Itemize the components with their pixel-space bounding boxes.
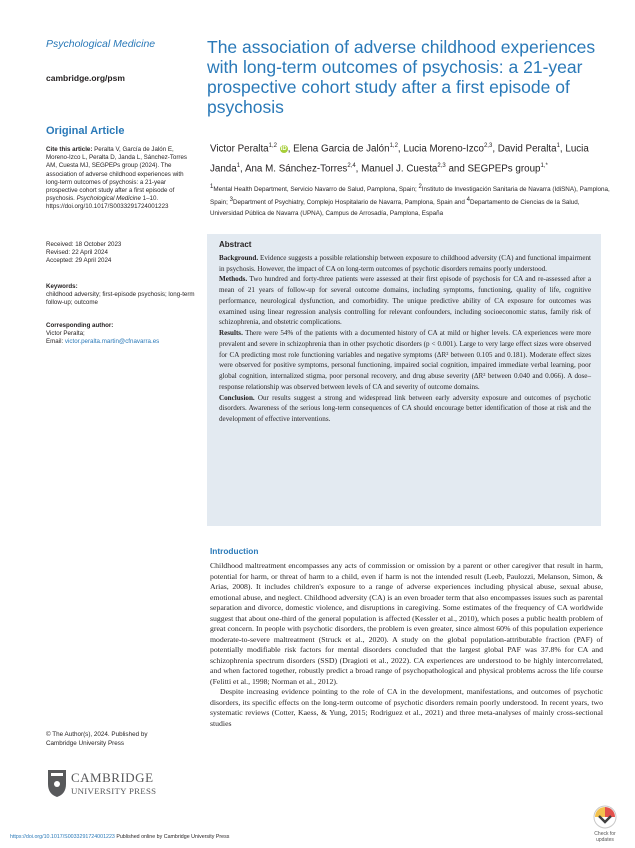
- cambridge-shield-icon: [48, 770, 66, 797]
- logo-text-line-2: UNIVERSITY PRESS: [71, 786, 157, 796]
- corresponding-label: Corresponding author:: [46, 322, 114, 329]
- affiliation-text: Department of Psychiatry, Complejo Hospitalario de Navarra, Pamplona, Spain and: [232, 199, 467, 207]
- abstract-box: [207, 234, 601, 526]
- author-affiliation-marker: 2,3: [483, 143, 493, 149]
- author-name: Elena Garcia de Jalón: [293, 143, 390, 155]
- corresponding-name: Victor Peralta;: [46, 330, 85, 338]
- cite-journal: Psychological Medicine: [76, 195, 141, 203]
- affiliation-text: Instituto de Investigación Sanitaria de Navarra (IdiSNA), Pamplona, Spain;: [210, 186, 610, 207]
- author-affiliation-marker: 1,2: [389, 143, 398, 149]
- author-affiliation-marker: 1,2: [268, 143, 277, 149]
- email-label: Email:: [46, 338, 65, 346]
- keywords-list: childhood adversity; first-episode psychosis; long-term follow-up; outcome: [46, 291, 195, 307]
- abstract-methods: [219, 274, 591, 328]
- crossmark-badge[interactable]: [589, 804, 621, 844]
- article-type: Original Article: [46, 125, 125, 137]
- results-label: Results.: [219, 329, 243, 337]
- author-affiliation-marker: 1: [556, 143, 560, 149]
- copyright-notice: [46, 730, 196, 748]
- cambridge-logo: [46, 768, 166, 798]
- corresponding-block: [46, 322, 196, 347]
- received-date: Received: 18 October 2023: [46, 241, 122, 248]
- conclusion-text: Our results suggest a strong and widespread link between early adversity exposure and outcomes of psychotic disorders. Awareness of the serious long-term consequences of CA should encourage better identification of those at risk and the development of effective interventions.: [219, 393, 591, 423]
- author-name: SEGPEPs group: [467, 163, 541, 175]
- email-link[interactable]: victor.peralta.martin@cfnavarra.es: [64, 338, 160, 346]
- intro-paragraph-1: Childhood maltreatment encompasses any acts of commission or omission by a parent or other caregiver that result in harm, potential for harm, or threat of harm to a child, even if harm is not the intended result (Leeb, Paulozzi, Melanson, Simon, & Arias, 2008). It includes children's exposure to a range of adverse experiences including physical abuse, sexual abuse, emotional abuse, and neglect. Childhood adversity (CA) is an even broader term that also encompasses issues such as parental separation and divorce, domestic violence, and disruptions in caregiving. Some estimates of the frequency of CA worldwide suggest that about one-third of the general population is affected (Kessler et al., 2010), which poses a public health problem of great concern. In people with psychotic disorders, the problem is even greater, since almost 60% of this population experience moderate-to-severe maltreatment (Struck et al., 2020). A study on the global population-attributable fraction (PAF) of potentially modifiable risk factors for mental disorders concluded that the largest global PAF was 37.8% for CA and schizophrenia spectrum disorders (SSD) (Dragioti et al., 2022). CA experiences are understood to be highly intercorrelated, and when factored together, robustly predict a broad range of psychopathological and physical problems across the life course (Felitti et al., 1998; Norman et al., 2012).: [210, 561, 603, 686]
- author-affiliation-marker: 2,4: [347, 162, 356, 169]
- affiliation-text: Departamento de Ciencias de la Salud, Universidad Pública de Navarra (UPNA), Campus de Arrosadía, Pamplona, España: [210, 199, 580, 217]
- accepted-date: Accepted: 29 April 2024: [46, 257, 112, 265]
- background-text: Evidence suggests a possible relationship between exposure to childhood adversity (CA) and functional impairment in psychosis. However, the impact of CA on long-term outcomes of psychotic disorders remains poorly understood.: [219, 253, 591, 273]
- abstract-results: [219, 328, 591, 393]
- results-text: There were 54% of the patients with a documented history of CA at mild or higher levels. CA experiences were more prevalent and severe in schizophrenia than in other psychotic disorders (p < 0.001). Large to very large effect sizes were observed for CA predicting most role functioning variables and negative symptoms (ΔR² between 0.105 and 0.181). Moderate effect sizes were observed for positive symptoms, personal functioning, impaired social cognition, impaired immediate verbal learning, poor global cognition, internalized stigma, poor personal recovery, and drug abuse severity (ΔR² between 0.040 and 0.066). A dose–response relationship was observed between levels of CA and severity of outcome domains.: [219, 329, 591, 391]
- revised-date: Revised: 22 April 2024: [46, 249, 108, 257]
- article-title: The association of adverse childhood experiences with long-term outcomes of psychosis: a 21-year prospective cohort study after a first episode of psychosis: [207, 37, 596, 117]
- abstract-background: [219, 253, 591, 275]
- introduction-heading: Introduction: [210, 546, 259, 556]
- affiliations: [210, 182, 610, 219]
- footer-published: Published online by Cambridge University Press: [114, 834, 230, 840]
- author-affiliation-marker: 2,3: [437, 162, 446, 169]
- author-name: Lucia Moreno-Izco: [403, 143, 484, 155]
- logo-text-line-1: CAMBRIDGE: [71, 770, 154, 785]
- keywords-block: [46, 283, 196, 308]
- background-label: Background.: [219, 253, 259, 262]
- citation-block: [46, 146, 196, 212]
- cite-text: Peralta V, García de Jalón E, Moreno-Izco L, Peralta D, Janda L, Sánchez-Torres AM, Cuesta MJ, SEGPEPs group (2024). The association of adverse childhood experiences with long-term outcomes of psychosis: a 21-year prospective cohort study after a first episode of psychosis.: [46, 146, 188, 203]
- orcid-icon[interactable]: iD: [280, 145, 287, 152]
- crossmark-label-1: Check for: [594, 831, 616, 837]
- author-affiliation-marker: 1: [236, 162, 241, 169]
- cite-doi[interactable]: 1–10. https://doi.org/10.1017/S0033291724001223: [46, 195, 169, 211]
- copyright-line-2: Cambridge University Press: [46, 740, 125, 747]
- affiliation-marker: 4: [466, 197, 470, 204]
- copyright-line-1: © The Author(s), 2024. Published by: [46, 731, 148, 738]
- footer-doi-link[interactable]: https://doi.org/10.1017/S0033291724001223: [10, 834, 115, 840]
- methods-label: Methods.: [219, 275, 248, 284]
- introduction-body: [210, 561, 603, 729]
- page-footer: [10, 834, 229, 840]
- abstract-heading: Abstract: [219, 240, 252, 249]
- dates-block: [46, 241, 196, 266]
- keywords-label: Keywords:: [46, 283, 78, 290]
- affiliation-marker: 2: [418, 184, 422, 190]
- affiliation-marker: 3: [229, 197, 233, 204]
- author-name: Victor Peralta: [210, 143, 269, 155]
- intro-paragraph-2: Despite increasing evidence pointing to the role of CA in the development, manifestations, and outcomes of psychotic disorders, its specific effects on the long-term outcome of psychotic disorders remain poorly understood. In recent years, two systematic reviews (Cotter, Kaess, & Yung, 2015; Rodriguez et al., 2021) and three meta-analyses of mainly cross-sectional studies: [210, 687, 603, 728]
- affiliation-marker: 1: [210, 184, 214, 190]
- abstract-conclusion: [219, 393, 591, 425]
- author-list: Victor Peralta$^{1,2}$ iD, Elena Garcia de Jalón$^{1,2}$, Lucia Moreno-Izco$^{2,3}$, David Peralta$^1$, Lucia Janda$^1$, Ana M. Sánchez-Torres$^{2,4}$, Manuel J. Cuesta$^{2,3}$ and SEGPEPs group$^{1,*}$: [210, 143, 589, 175]
- author-affiliation-marker: 1,*: [540, 162, 548, 169]
- author-name: Manuel J. Cuesta: [361, 163, 438, 175]
- methods-text: Two hundred and forty-three patients were assessed at their first episode of psychosis for CA and re-assessed after a mean of 21 years of follow-up for several outcome domains, including symptoms, functioning, quality of life, cognitive performance, neurological dysfunction, and comorbidity. The unique predictive ability of CA exposure for outcomes was examined using linear regression analysis controlling for relevant confounders, including socioeconomic status, family risk of schizophrenia, and obstetric complications.: [219, 275, 591, 327]
- crossmark-label-2: updates: [596, 837, 614, 843]
- cite-label: Cite this article:: [46, 146, 93, 153]
- crossmark-icon: [594, 806, 616, 828]
- author-name: David Peralta: [497, 143, 557, 155]
- author-name: Lucia Janda: [210, 143, 589, 175]
- author-name: Ana M. Sánchez-Torres: [244, 163, 348, 175]
- journal-name: Psychological Medicine: [46, 38, 156, 50]
- conclusion-label: Conclusion.: [219, 393, 255, 402]
- affiliation-text: Mental Health Department, Servicio Navarro de Salud, Pamplona, Spain;: [213, 186, 419, 194]
- journal-site-link[interactable]: cambridge.org/psm: [46, 73, 125, 83]
